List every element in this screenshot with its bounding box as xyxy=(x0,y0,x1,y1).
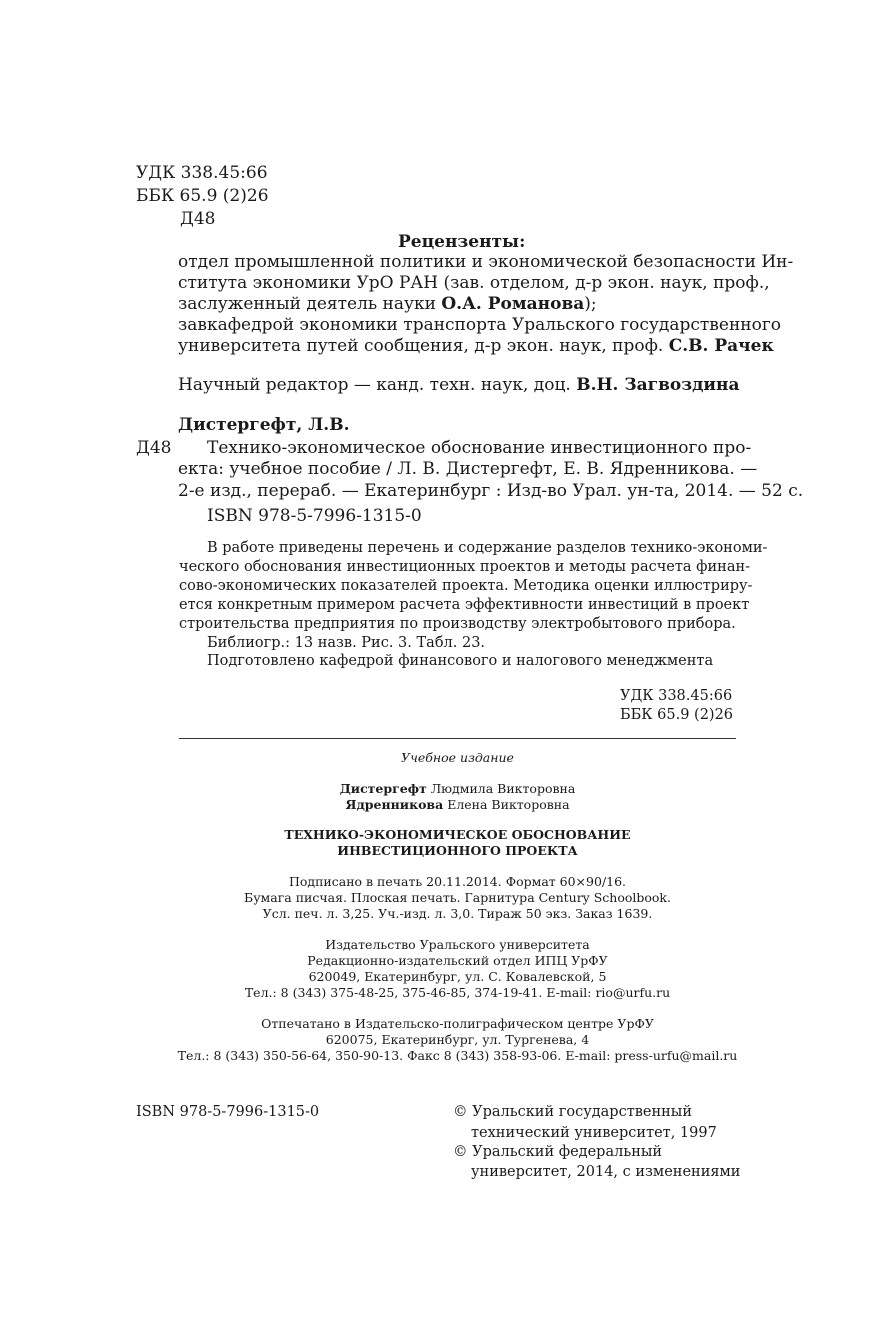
publisher-4: Тел.: 8 (343) 375-48-25, 375-46-85, 374-19-41. E-mail: rio@urfu.ru xyxy=(244,985,671,1000)
catalog-line-1: Технико-экономическое обоснование инвестиционного про- xyxy=(207,438,752,458)
annotation-line-2: ческого обоснования инвестиционных проектов и методы расчета финан- xyxy=(179,559,751,575)
printer-1: Отпечатано в Издательско-полиграфическом центре УрФУ xyxy=(261,1016,654,1031)
divider-line xyxy=(179,738,736,739)
print-info-2: Бумага писчая. Плоская печать. Гарнитура Century Schoolbook. xyxy=(244,890,671,905)
udk-code-right: УДК 338.45:66 xyxy=(620,688,733,704)
publisher-1: Издательство Уральского университета xyxy=(325,937,590,952)
catalog-isbn: ISBN 978-5-7996-1315-0 xyxy=(207,506,422,526)
copyright-1-line-2: технический университет, 1997 xyxy=(471,1125,717,1141)
imprint-title-line-2: ИНВЕСТИЦИОННОГО ПРОЕКТА xyxy=(337,843,578,858)
copyright-2-line-1: © Уральский федеральный xyxy=(453,1144,663,1160)
imprint-author-2: Ядренникова Елена Викторовна xyxy=(345,797,570,812)
publisher-3: 620049, Екатеринбург, ул. С. Ковалевской, 5 xyxy=(308,969,607,984)
catalog-line-3: 2-е изд., перераб. — Екатеринбург : Изд-во Урал. ун-та, 2014. — 52 с. xyxy=(178,481,804,501)
annotation-line-3: сово-экономических показателей проекта. Методика оценки иллюстриру- xyxy=(179,578,753,594)
reviewer-2-line-1: завкафедрой экономики транспорта Уральского государственного xyxy=(178,315,781,335)
edition-type: Учебное издание xyxy=(401,750,514,765)
scientific-editor: Научный редактор — канд. техн. наук, доц. В.Н. Загвоздина xyxy=(178,375,740,395)
printer-3: Тел.: 8 (343) 350-56-64, 350-90-13. Факс 8 (343) 358-93-06. E-mail: press-urfu@mail.ru xyxy=(177,1048,738,1063)
publisher-2: Редакционно-издательский отдел ИПЦ УрФУ xyxy=(307,953,608,968)
annotation-bibliography: Библиогр.: 13 назв. Рис. 3. Табл. 23. xyxy=(207,635,486,651)
annotation-line-5: строительства предприятия по производству электробытового прибора. xyxy=(179,616,736,632)
copyright-1-line-1: © Уральский государственный xyxy=(453,1104,692,1120)
catalog-author: Дистергефт, Л.В. xyxy=(178,415,350,435)
print-info-1: Подписано в печать 20.11.2014. Формат 60×90/16. xyxy=(288,874,627,889)
annotation-line-1: В работе приведены перечень и содержание разделов технико-экономи- xyxy=(207,540,768,556)
bbk-code-right: ББК 65.9 (2)26 xyxy=(620,707,734,723)
reviewer-1-line-1: отдел промышленной политики и экономической безопасности Ин- xyxy=(178,252,794,272)
annotation-prepared: Подготовлено кафедрой финансового и налогового менеджмента xyxy=(207,653,714,669)
author-sign: Д48 xyxy=(180,209,216,229)
copyright-2-line-2: университет, 2014, с изменениями xyxy=(471,1164,741,1180)
catalog-line-2: екта: учебное пособие / Л. В. Дистергефт, Е. В. Ядренникова. — xyxy=(178,459,758,479)
reviewer-2-line-2: университета путей сообщения, д-р экон. наук, проф. С.В. Рачек xyxy=(178,336,774,356)
imprint-title-line-1: ТЕХНИКО-ЭКОНОМИЧЕСКОЕ ОБОСНОВАНИЕ xyxy=(284,827,631,842)
footer-isbn: ISBN 978-5-7996-1315-0 xyxy=(136,1104,320,1120)
reviewer-1-line-3: заслуженный деятель науки О.А. Романова); xyxy=(178,294,597,314)
imprint-author-1: Дистергефт Людмила Викторовна xyxy=(339,781,576,796)
reviewers-title: Рецензенты: xyxy=(398,232,526,252)
print-info-3: Усл. печ. л. 3,25. Уч.-изд. л. 3,0. Тираж 50 экз. Заказ 1639. xyxy=(262,906,653,921)
printer-2: 620075, Екатеринбург, ул. Тургенева, 4 xyxy=(325,1032,590,1047)
editor-name: В.Н. Загвоздина xyxy=(576,375,740,395)
reviewer-1-name: О.А. Романова xyxy=(441,294,585,314)
annotation-line-4: ется конкретным примером расчета эффективности инвестиций в проект xyxy=(179,597,750,613)
bbk-code: ББК 65.9 (2)26 xyxy=(136,186,269,206)
catalog-sign: Д48 xyxy=(136,438,172,458)
reviewer-2-name: С.В. Рачек xyxy=(668,336,774,356)
reviewer-1-line-2: ститута экономики УрО РАН (зав. отделом, д-р экон. наук, проф., xyxy=(178,273,770,293)
udk-code: УДК 338.45:66 xyxy=(136,163,268,183)
